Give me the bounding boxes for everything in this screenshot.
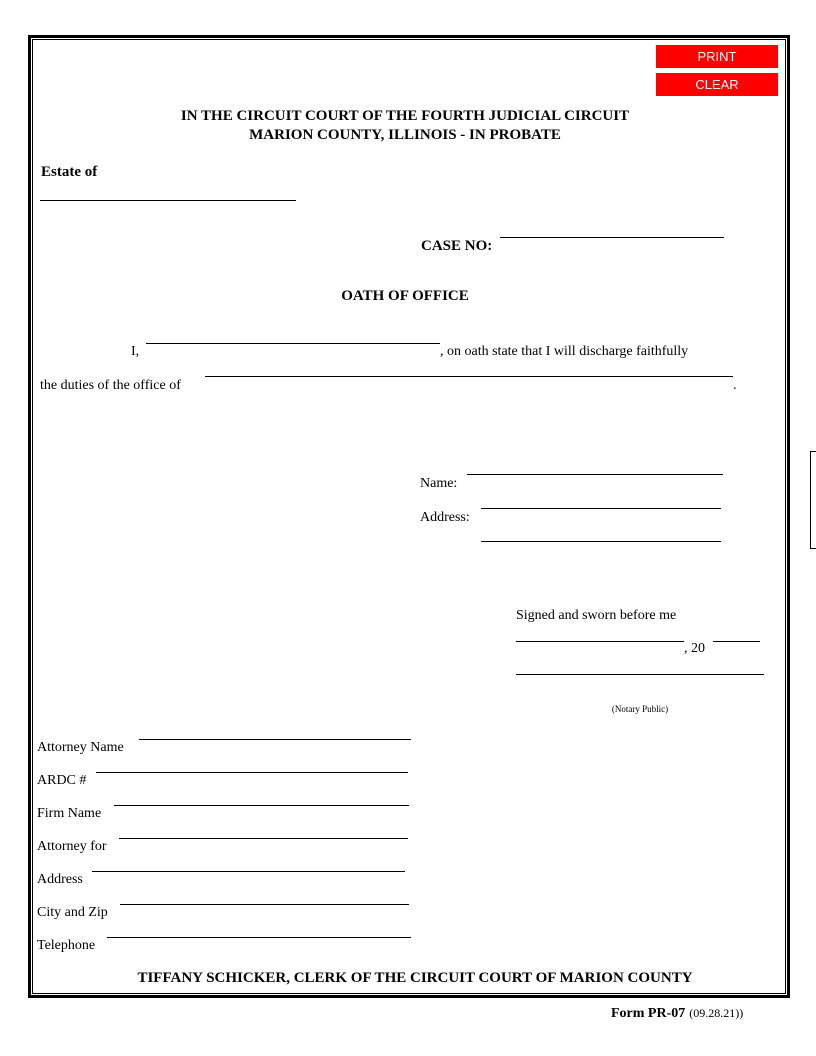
print-button[interactable]: PRINT xyxy=(656,45,778,68)
signer-address-field-2[interactable] xyxy=(481,541,721,542)
office-suffix: . xyxy=(733,378,737,393)
form-number: Form PR-07 xyxy=(611,1006,686,1021)
court-header-line2: MARION COUNTY, ILLINOIS - IN PROBATE xyxy=(249,127,561,143)
ardc-field[interactable] xyxy=(96,772,408,773)
telephone-label: Telephone xyxy=(37,938,96,953)
attorney-for-field[interactable] xyxy=(119,838,408,839)
sworn-date-field[interactable] xyxy=(516,641,684,642)
oath-name-field[interactable] xyxy=(146,343,440,344)
oath-statement: , on oath state that I will discharge faithfully xyxy=(440,344,689,359)
office-field[interactable] xyxy=(205,376,733,377)
year-text: , 20 xyxy=(684,641,705,656)
office-prefix: the duties of the office of xyxy=(40,378,181,393)
form-date: (09.28.21)) xyxy=(689,1006,744,1020)
form-inner-border xyxy=(32,39,786,994)
form-title: OATH OF OFFICE xyxy=(341,288,469,304)
city-zip-field[interactable] xyxy=(120,904,409,905)
case-number-field[interactable] xyxy=(500,237,724,238)
oath-prefix: I, xyxy=(131,344,140,359)
attorney-address-label: Address xyxy=(37,872,83,887)
attorney-address-field[interactable] xyxy=(92,871,405,872)
notary-caption: (Notary Public) xyxy=(611,704,669,714)
notary-signature-field[interactable] xyxy=(516,674,764,675)
estate-name-field[interactable] xyxy=(40,200,296,201)
signer-name-field[interactable] xyxy=(467,474,723,475)
telephone-field[interactable] xyxy=(107,937,411,938)
attorney-name-label: Attorney Name xyxy=(37,740,124,755)
clerk-footer: TIFFANY SCHICKER, CLERK OF THE CIRCUIT COURT OF MARION COUNTY xyxy=(137,970,693,986)
attorney-name-field[interactable] xyxy=(139,739,411,740)
sworn-year-field[interactable] xyxy=(713,641,760,642)
city-zip-label: City and Zip xyxy=(37,905,108,920)
attorney-for-label: Attorney for xyxy=(37,839,107,854)
signer-name-label: Name: xyxy=(420,476,458,491)
sworn-text: Signed and sworn before me xyxy=(516,608,677,623)
firm-name-label: Firm Name xyxy=(37,806,102,821)
signer-address-label: Address: xyxy=(420,510,470,525)
estate-label: Estate of xyxy=(41,164,98,180)
signer-address-field-1[interactable] xyxy=(481,508,721,509)
form-number-block xyxy=(611,1004,743,1022)
firm-name-field[interactable] xyxy=(114,805,409,806)
case-number-label: CASE NO: xyxy=(421,238,493,254)
court-header-line1: IN THE CIRCUIT COURT OF THE FOURTH JUDICIAL CIRCUIT xyxy=(180,108,630,124)
ardc-label: ARDC # xyxy=(37,773,87,788)
clear-button[interactable]: CLEAR xyxy=(656,73,778,96)
page-edge-marker xyxy=(810,451,816,549)
